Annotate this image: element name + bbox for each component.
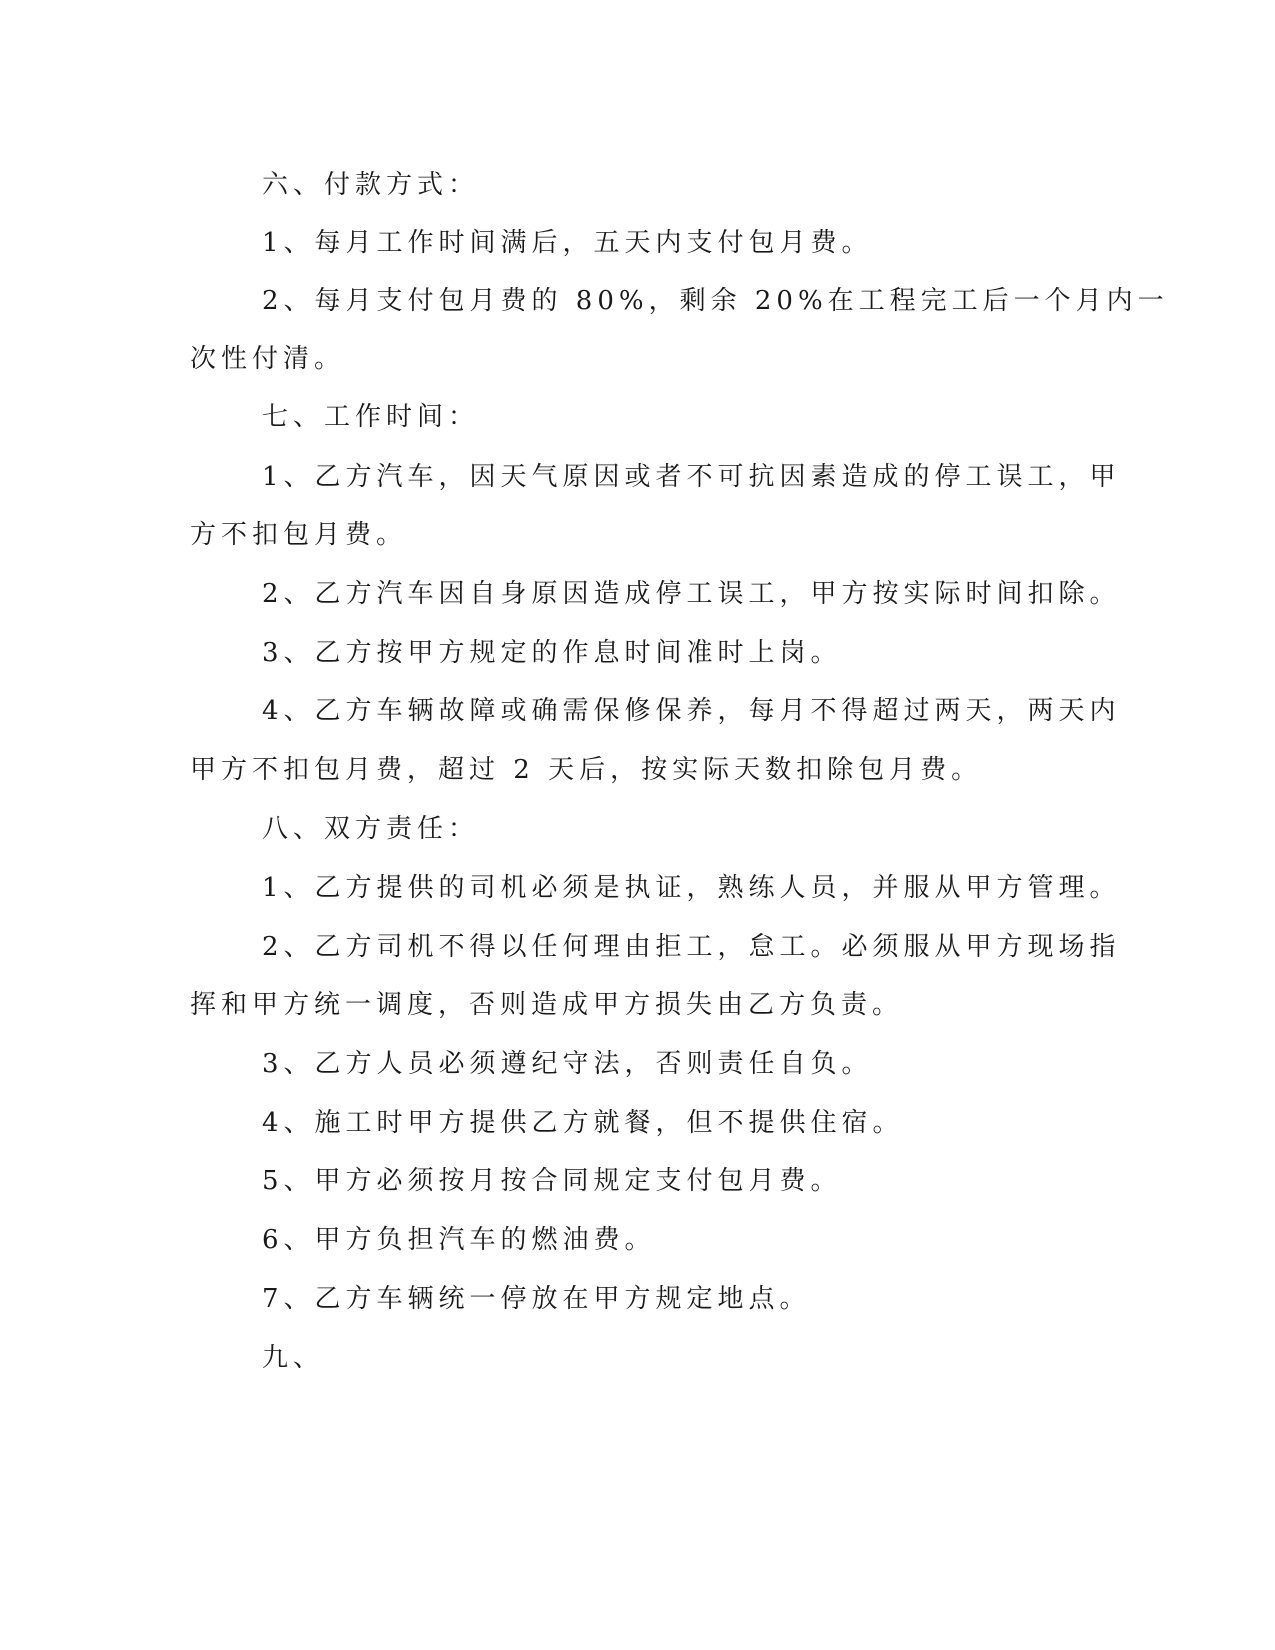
- clause-text: 6、甲方负担汽车的燃油费。: [262, 1225, 656, 1255]
- clause-text: 1、每月工作时间满后，五天内支付包月费。: [262, 228, 873, 258]
- clause-text: 7、乙方车辆统一停放在甲方规定地点。: [262, 1284, 811, 1314]
- clause-continuation: 挥和甲方统一调度，否则造成甲方损失由乙方负责。: [190, 990, 904, 1020]
- section-heading-payment: 六、付款方式：: [262, 170, 480, 200]
- section-heading-nine: 九、: [262, 1343, 325, 1373]
- clause-text: 2、乙方汽车因自身原因造成停工误工，甲方按实际时间扣除。: [262, 579, 1121, 609]
- clause-continuation: 方不扣包月费。: [190, 520, 408, 550]
- clause-text: 2、每月支付包月费的 80%，剩余 20%在工程完工后一个月内一: [262, 286, 1169, 316]
- clause-continuation: 甲方不扣包月费，超过 2 天后，按实际天数扣除包月费。: [190, 755, 983, 785]
- clause-text: 3、乙方人员必须遵纪守法，否则责任自负。: [262, 1049, 873, 1079]
- clause-text: 1、乙方提供的司机必须是执证，熟练人员，并服从甲方管理。: [262, 873, 1121, 903]
- section-heading-responsibilities: 八、双方责任：: [262, 814, 480, 844]
- clause-text: 3、乙方按甲方规定的作息时间准时上岗。: [262, 638, 842, 668]
- clause-text: 2、乙方司机不得以任何理由拒工，怠工。必须服从甲方现场指: [262, 932, 1121, 962]
- clause-text: 4、施工时甲方提供乙方就餐，但不提供住宿。: [262, 1108, 904, 1138]
- section-heading-work-time: 七、工作时间：: [262, 402, 480, 432]
- clause-text: 5、甲方必须按月按合同规定支付包月费。: [262, 1166, 842, 1196]
- clause-text: 4、乙方车辆故障或确需保修保养，每月不得超过两天，两天内: [262, 696, 1121, 726]
- clause-text: 1、乙方汽车，因天气原因或者不可抗因素造成的停工误工，甲: [262, 462, 1121, 492]
- clause-continuation: 次性付清。: [190, 344, 346, 374]
